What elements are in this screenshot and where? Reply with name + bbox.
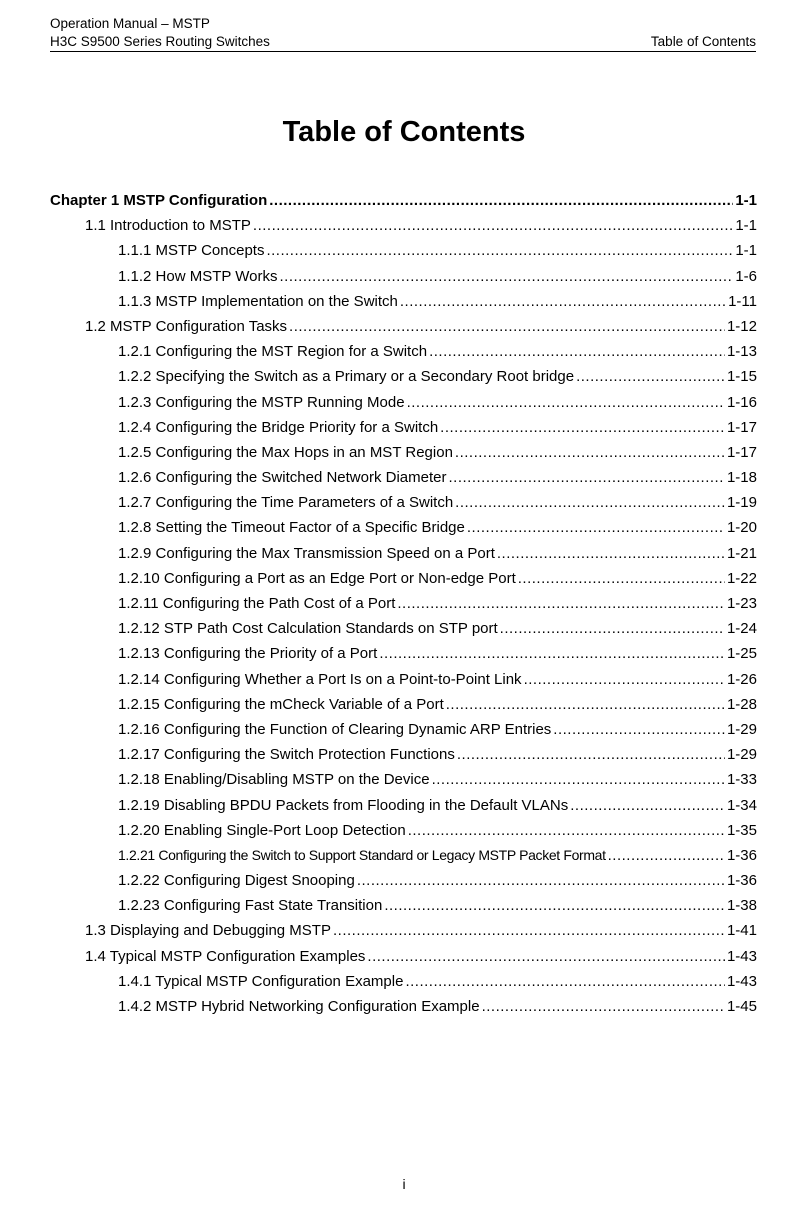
header-divider [50, 51, 756, 52]
header-row-1 [50, 15, 756, 33]
toc-entry-page[interactable]: 1-36 [726, 872, 757, 890]
toc-entry[interactable] [50, 818, 757, 843]
toc-entry-page[interactable]: 1-1 [735, 242, 757, 260]
toc-entry[interactable] [50, 541, 757, 566]
toc-entry-page[interactable]: 1-26 [726, 670, 757, 688]
toc-entry-page[interactable]: 1-1 [735, 217, 757, 235]
toc-entry-page[interactable]: 1-35 [726, 821, 757, 839]
toc-dot-leader [405, 969, 725, 994]
toc-entry-page[interactable]: 1-21 [726, 544, 757, 562]
toc-entry[interactable] [50, 793, 757, 818]
toc-entry[interactable] [50, 969, 757, 994]
toc-entry-title[interactable]: 1.1.2 How MSTP Works [118, 267, 278, 285]
toc-entry-title[interactable]: 1.2.19 Disabling BPDU Packets from Flooding in the Default VLANs [118, 796, 569, 814]
toc-dot-leader [367, 944, 725, 969]
toc-entry-title[interactable]: 1.2.1 Configuring the MST Region for a Switch [118, 343, 428, 361]
toc-dot-leader [289, 314, 725, 339]
toc-entry-title[interactable]: 1.2.18 Enabling/Disabling MSTP on the Device [118, 771, 430, 789]
toc-dot-leader [518, 566, 725, 591]
toc-dot-leader [357, 868, 725, 893]
toc-entry-page[interactable]: 1-19 [726, 494, 757, 512]
toc-entry[interactable] [50, 314, 757, 339]
toc-entry[interactable] [50, 667, 757, 692]
toc-entry-page[interactable]: 1-28 [726, 695, 757, 713]
toc-entry-page[interactable]: 1-17 [726, 418, 757, 436]
toc-dot-leader [397, 591, 725, 616]
toc-dot-leader [455, 490, 725, 515]
toc-entry-title[interactable]: 1.2.16 Configuring the Function of Clearing Dynamic ARP Entries [118, 720, 552, 738]
toc-entry-page[interactable]: 1-41 [726, 922, 757, 940]
toc-entry[interactable] [50, 641, 757, 666]
toc-dot-leader [280, 264, 734, 289]
toc-dot-leader [497, 541, 725, 566]
toc-entry-title[interactable]: 1.2.20 Enabling Single-Port Loop Detection [118, 821, 406, 839]
toc-entry-title[interactable]: 1.4.2 MSTP Hybrid Networking Configuration Example [118, 998, 480, 1015]
toc-entry[interactable] [50, 188, 757, 213]
toc-dot-leader [608, 843, 725, 868]
toc-entry[interactable] [50, 717, 757, 742]
toc-dot-leader [333, 918, 725, 943]
toc-entry-page[interactable]: 1-23 [726, 595, 757, 612]
toc-entry-page[interactable]: 1-38 [726, 897, 757, 915]
toc-entry-title[interactable]: 1.4 Typical MSTP Configuration Examples [85, 947, 366, 965]
toc-dot-leader [449, 465, 725, 490]
toc-entry-title[interactable]: 1.2.15 Configuring the mCheck Variable of a Port [118, 695, 444, 713]
toc-entry[interactable] [50, 893, 757, 918]
toc-entry-page[interactable]: 1-22 [726, 569, 757, 587]
toc-dot-leader [407, 390, 725, 415]
toc-entry-title[interactable]: 1.2.23 Configuring Fast State Transition [118, 897, 383, 915]
toc-dot-leader [432, 767, 725, 792]
toc-entry-title[interactable]: 1.2.11 Configuring the Path Cost of a Port [118, 595, 396, 612]
toc-dot-leader [455, 440, 725, 465]
toc-entry-title[interactable]: 1.2.21 Configuring the Switch to Support Standard or Legacy MSTP Packet Format [118, 846, 606, 863]
toc-entry-page[interactable]: 1-6 [735, 267, 757, 285]
toc-entry-title[interactable]: 1.1.3 MSTP Implementation on the Switch [118, 292, 398, 310]
toc-entry-page[interactable]: 1-1 [735, 192, 757, 209]
toc-entry-title[interactable]: 1.2.13 Configuring the Priority of a Port [118, 645, 378, 663]
toc-entry-title[interactable]: 1.2.6 Configuring the Switched Network Diameter [118, 469, 447, 487]
toc-dot-leader [446, 692, 725, 717]
footer-page-number: i [402, 1176, 406, 1192]
toc-dot-leader [576, 364, 725, 389]
toc-entry-page[interactable]: 1-29 [726, 746, 757, 764]
toc-entry[interactable] [50, 364, 757, 389]
toc-dot-leader [253, 213, 733, 238]
page-header [50, 15, 756, 51]
toc-entry-page[interactable]: 1-43 [726, 947, 757, 965]
toc-entry[interactable] [50, 415, 757, 440]
toc-entry-title[interactable]: 1.4.1 Typical MSTP Configuration Example [118, 972, 404, 990]
toc-entry-page[interactable]: 1-34 [726, 796, 757, 814]
toc-dot-leader [457, 742, 725, 767]
toc-dot-leader [408, 818, 725, 843]
toc-entry[interactable] [50, 465, 757, 490]
toc-entry-title[interactable]: Chapter 1 MSTP Configuration [50, 192, 268, 209]
toc-entry-title[interactable]: 1.2.10 Configuring a Port as an Edge Port or Non-edge Port [118, 569, 516, 587]
toc-dot-leader [400, 289, 726, 314]
toc-dot-leader [524, 667, 725, 692]
toc-entry-title[interactable]: 1.2.4 Configuring the Bridge Priority for a Switch [118, 418, 439, 436]
toc-entry-title[interactable]: 1.2.14 Configuring Whether a Port Is on a Point-to-Point Link [118, 670, 522, 688]
toc-entry-title[interactable]: 1.2.3 Configuring the MSTP Running Mode [118, 393, 405, 411]
toc-entry-title[interactable]: 1.2.2 Specifying the Switch as a Primary or a Secondary Root bridge [118, 368, 575, 386]
toc-entry-title[interactable]: 1.2.22 Configuring Digest Snooping [118, 872, 355, 890]
toc-entry-page[interactable]: 1-16 [726, 393, 757, 411]
toc-entry-title[interactable]: 1.1.1 MSTP Concepts [118, 242, 265, 260]
toc-entry-page[interactable]: 1-12 [726, 317, 757, 335]
toc-entry[interactable] [50, 692, 757, 717]
toc-entry-page[interactable]: 1-36 [726, 846, 757, 864]
toc-entry-title[interactable]: 1.2.9 Configuring the Max Transmission Speed on a Port [118, 544, 495, 562]
toc-entry-title[interactable]: 1.3 Displaying and Debugging MSTP [85, 922, 331, 940]
toc-entry[interactable] [50, 868, 757, 893]
toc-entry[interactable] [50, 515, 757, 540]
toc-entry-page[interactable]: 1-18 [726, 469, 757, 487]
toc-entry-page[interactable]: 1-25 [726, 645, 757, 663]
toc-dot-leader [467, 515, 725, 540]
toc-entry-page[interactable]: 1-11 [728, 292, 757, 310]
toc-entry[interactable] [50, 843, 757, 868]
toc-dot-leader [500, 616, 725, 641]
toc-entry-title[interactable]: 1.2.7 Configuring the Time Parameters of a Switch [118, 494, 454, 512]
toc-entry-title[interactable]: 1.1 Introduction to MSTP [85, 217, 251, 235]
toc-dot-leader [379, 641, 725, 666]
page-title: Table of Contents [282, 116, 526, 148]
toc-entry-page[interactable]: 1-15 [726, 368, 757, 386]
toc-entry[interactable] [50, 742, 757, 767]
toc-dot-leader [570, 793, 725, 818]
toc-entry-page[interactable]: 1-45 [726, 998, 757, 1015]
manual-title: Operation Manual – MSTP [50, 16, 210, 31]
toc-entry[interactable] [50, 490, 757, 515]
toc-entry[interactable] [50, 591, 757, 616]
toc-entry-page[interactable]: 1-33 [726, 771, 757, 789]
table-of-contents [50, 188, 757, 1019]
toc-dot-leader [384, 893, 725, 918]
toc-entry[interactable] [50, 289, 757, 314]
toc-entry[interactable] [50, 918, 757, 943]
toc-entry-title[interactable]: 1.2.12 STP Path Cost Calculation Standards on STP port [118, 620, 498, 638]
toc-dot-leader [553, 717, 725, 742]
toc-entry[interactable] [50, 566, 757, 591]
toc-dot-leader [269, 188, 733, 213]
toc-entry[interactable] [50, 238, 757, 263]
toc-entry-page[interactable]: 1-17 [726, 443, 757, 461]
toc-entry-title[interactable]: 1.2.17 Configuring the Switch Protection Functions [118, 746, 455, 764]
toc-entry[interactable] [50, 390, 757, 415]
toc-entry-title[interactable]: 1.2.5 Configuring the Max Hops in an MST Region [118, 443, 453, 461]
toc-entry-title[interactable]: 1.2 MSTP Configuration Tasks [85, 317, 288, 335]
header-section: Table of Contents [650, 34, 756, 49]
toc-entry-page[interactable]: 1-13 [726, 343, 757, 361]
toc-dot-leader [482, 994, 725, 1019]
toc-entry-page[interactable]: 1-24 [726, 620, 757, 638]
toc-dot-leader [266, 238, 733, 263]
header-row-2 [50, 33, 756, 51]
toc-entry[interactable] [50, 440, 757, 465]
toc-entry[interactable] [50, 767, 757, 792]
toc-dot-leader [440, 415, 725, 440]
toc-entry[interactable] [50, 339, 757, 364]
toc-entry[interactable] [50, 616, 757, 641]
toc-entry[interactable] [50, 994, 757, 1019]
toc-entry-page[interactable]: 1-20 [726, 519, 757, 537]
product-name: H3C S9500 Series Routing Switches [50, 34, 270, 49]
toc-dot-leader [429, 339, 725, 364]
toc-entry-page[interactable]: 1-29 [726, 720, 757, 738]
toc-entry[interactable] [50, 213, 757, 238]
toc-entry-title[interactable]: 1.2.8 Setting the Timeout Factor of a Specific Bridge [118, 519, 465, 537]
toc-entry[interactable] [50, 264, 757, 289]
toc-entry-page[interactable]: 1-43 [726, 972, 757, 990]
toc-entry[interactable] [50, 944, 757, 969]
